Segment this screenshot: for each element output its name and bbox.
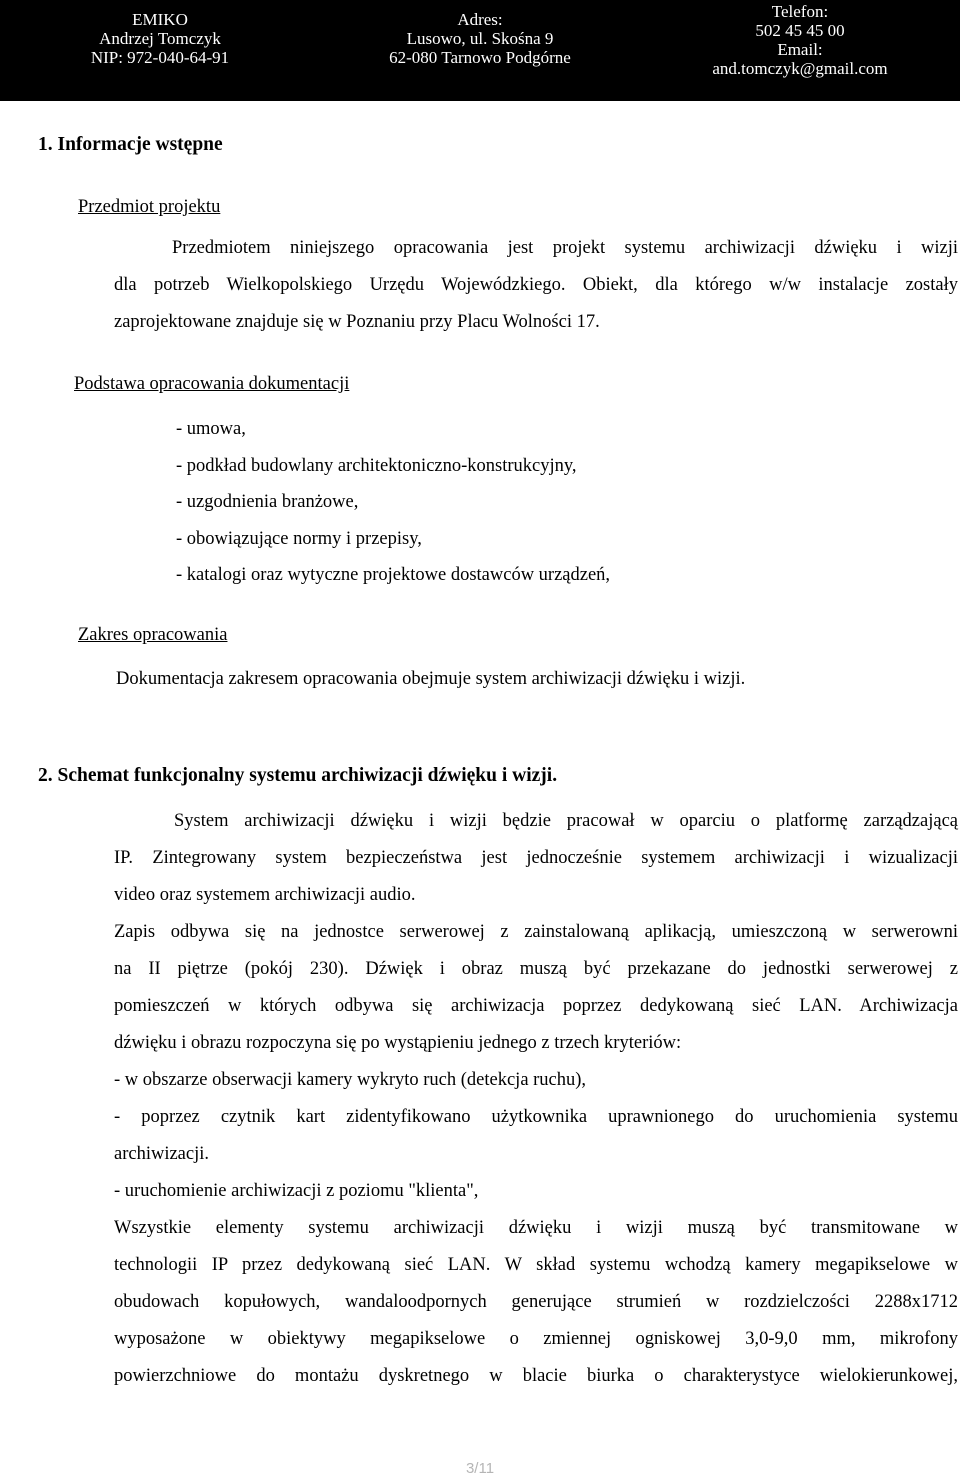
- header-divider: [0, 96, 960, 101]
- subject-title: Przedmiot projektu: [78, 197, 221, 217]
- subject-line-2: dla potrzeb Wielkopolskiego Urzędu Wojewódzkiego. Obiekt, dla którego w/w instalacje zostały: [114, 275, 958, 295]
- basis-title: Podstawa opracowania dokumentacji: [74, 374, 350, 394]
- scope-text: Dokumentacja zakresem opracowania obejmuje system archiwizacji dźwięku i wizji.: [116, 669, 746, 689]
- section-2-line: technologii IP przez dedykowaną sieć LAN. W skład systemu wchodzą kamery megapikselowe w: [114, 1255, 958, 1275]
- section-2-line: video oraz systemem archiwizacji audio.: [114, 885, 416, 905]
- basis-item: - katalogi oraz wytyczne projektowe dostawców urządzeń,: [176, 565, 611, 585]
- company-nip: NIP: 972-040-64-91: [90, 48, 230, 67]
- section-2-line: IP. Zintegrowany system bezpieczeństwa jest jednocześnie systemem archiwizacji i wizualizacji: [114, 848, 958, 868]
- section-2-heading: 2. Schemat funkcjonalny systemu archiwizacji dźwięku i wizji.: [38, 765, 558, 786]
- section-2-line: obudowach kopułowych, wandaloodpornych generujące strumień w rozdzielczości 2288x1712: [114, 1292, 958, 1312]
- contact-block: [700, 2, 900, 78]
- basis-item: - uzgodnienia branżowe,: [176, 492, 359, 512]
- section-2-line: archiwizacji.: [114, 1144, 210, 1164]
- email-address: and.tomczyk@gmail.com: [712, 59, 888, 78]
- section-2-line: - w obszarze obserwacji kamery wykryto ruch (detekcja ruchu),: [114, 1070, 587, 1090]
- address-line2: 62-080 Tarnowo Podgórne: [389, 48, 571, 67]
- address-line1: Lusowo, ul. Skośna 9: [406, 29, 554, 48]
- section-2-line: - uruchomienie archiwizacji z poziomu "klienta",: [114, 1181, 479, 1201]
- company-owner: Andrzej Tomczyk: [99, 29, 221, 48]
- page-number: 3/11: [465, 1460, 495, 1477]
- section-2-line: wyposażone w obiektywy megapikselowe o zmiennej ogniskowej 3,0-9,0 mm, mikrofony: [114, 1329, 958, 1349]
- subject-line-3: zaprojektowane znajduje się w Poznaniu przy Placu Wolności 17.: [114, 312, 600, 332]
- section-2-line: dźwięku i obrazu rozpoczyna się po wystąpieniu jednego z trzech kryteriów:: [114, 1033, 682, 1053]
- email-label: Email:: [777, 40, 823, 59]
- basis-item: - obowiązujące normy i przepisy,: [176, 529, 422, 549]
- phone-label: Telefon:: [771, 2, 829, 21]
- subject-line-1: Przedmiotem niniejszego opracowania jest projekt systemu archiwizacji dźwięku i wizji: [172, 238, 958, 258]
- phone-number: 502 45 45 00: [755, 21, 845, 40]
- section-2-line: Zapis odbywa się na jednostce serwerowej z zainstalowaną aplikacją, umieszczoną w serwerowni: [114, 922, 958, 942]
- section-2-line: - poprzez czytnik kart zidentyfikowano użytkownika uprawnionego do uruchomienia systemu: [114, 1107, 958, 1127]
- section-2-line: na II piętrze (pokój 230). Dźwięk i obraz muszą być przekazane do jednostki serwerowej z: [114, 959, 958, 979]
- basis-item: - podkład budowlany architektoniczno-konstrukcyjny,: [176, 456, 577, 476]
- section-2-line: pomieszczeń w których odbywa się archiwizacja poprzez dedykowaną sieć LAN. Archiwizacja: [114, 996, 958, 1016]
- address-label: Adres:: [457, 10, 503, 29]
- section-2-line: powierzchniowe do montażu dyskretnego w blacie biurka o charakterystyce wielokierunkowej,: [114, 1366, 958, 1386]
- basis-item: - umowa,: [176, 419, 246, 439]
- section-2-line: Wszystkie elementy systemu archiwizacji dźwięku i wizji muszą być transmitowane w: [114, 1218, 958, 1238]
- section-2-line: System archiwizacji dźwięku i wizji będzie pracował w oparciu o platformę zarządzającą: [174, 811, 958, 831]
- company-name: EMIKO: [132, 10, 188, 29]
- address-block: [370, 10, 590, 67]
- company-block: [60, 10, 260, 67]
- scope-title: Zakres opracowania: [78, 625, 228, 645]
- letterhead: [0, 0, 960, 96]
- section-1-heading: 1. Informacje wstępne: [38, 134, 223, 155]
